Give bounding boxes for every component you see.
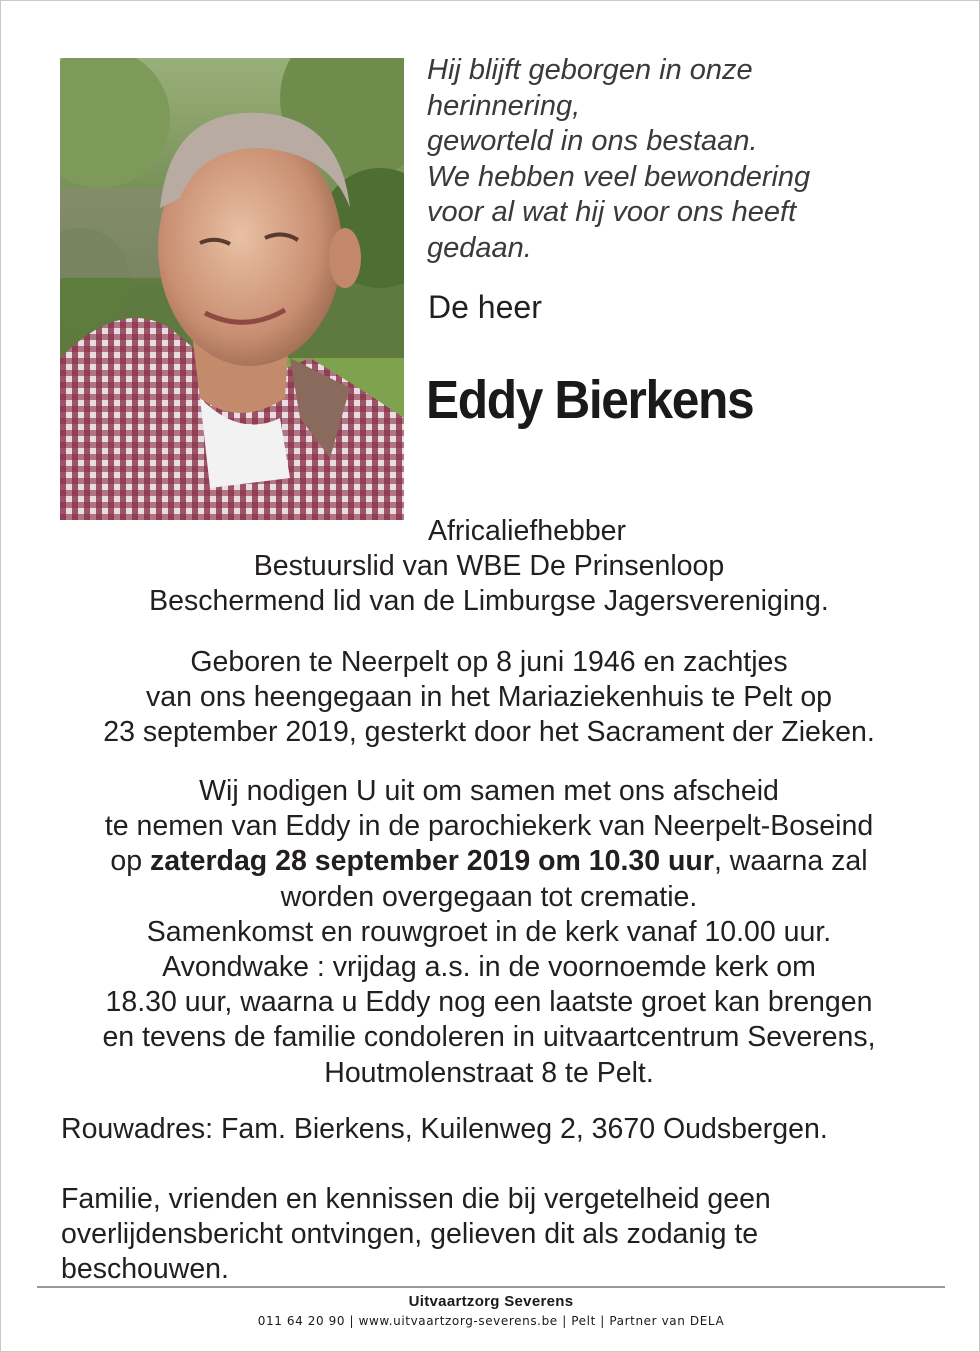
invitation-suffix: , waarna zal xyxy=(713,845,868,878)
notice-line: Familie, vrienden en kennissen die bij vergetelheid geen xyxy=(61,1183,771,1215)
invitation-line: Houtmolenstraat 8 te Pelt. xyxy=(324,1056,654,1089)
notice-line: beschouwen. xyxy=(61,1253,229,1286)
invitation-line: 18.30 uur, waarna u Eddy nog een laatste groet kan brengen xyxy=(105,986,873,1019)
deceased-titles xyxy=(31,514,947,620)
invitation-line: te nemen van Eddy in de parochiekerk van Neerpelt-Boseind xyxy=(104,810,874,843)
invitation-line: Wij nodigen U uit om samen met ons afscheid xyxy=(199,775,779,807)
birth-death-line: Geboren te Neerpelt op 8 juni 1946 en zachtjes xyxy=(190,646,788,678)
notice-text xyxy=(61,1182,941,1288)
poem-line: voor al wat hij voor ons heeft xyxy=(427,196,797,228)
deceased-name: Eddy Bierkens xyxy=(426,370,754,430)
invitation-line: Samenkomst en rouwgroet in de kerk vanaf 10.00 uur. xyxy=(146,915,832,948)
title-line: Beschermend lid van de Limburgse Jagersvereniging. xyxy=(149,585,829,618)
poem-line: We hebben veel bewondering xyxy=(427,160,811,193)
title-line: Africaliefhebber xyxy=(428,515,627,547)
address-line: Rouwadres: Fam. Bierkens, Kuilenweg 2, 3670 Oudsbergen. xyxy=(61,1113,828,1145)
poem-line: Hij blijft geborgen in onze xyxy=(427,54,753,86)
ceremony-date: zaterdag 28 september 2019 om 10.30 uur xyxy=(150,845,714,878)
invitation-prefix: op xyxy=(110,845,150,878)
birth-death-line: 23 september 2019, gesterkt door het Sacrament der Zieken. xyxy=(103,716,875,749)
poem-line: herinnering, xyxy=(427,89,581,122)
poem-line: gedaan. xyxy=(427,231,532,264)
honorific: De heer xyxy=(428,289,542,325)
funeral-company-contact: 011 64 20 90 | www.uitvaartzorg-severens.be | Pelt | Partner van DELA xyxy=(257,1314,725,1328)
funeral-invitation xyxy=(31,774,947,1091)
title-line: Bestuurslid van WBE De Prinsenloop xyxy=(253,550,725,583)
poem-line: geworteld in ons bestaan. xyxy=(427,125,758,157)
footer-divider xyxy=(37,1286,945,1288)
invitation-line: en tevens de familie condoleren in uitvaartcentrum Severens, xyxy=(102,1021,876,1054)
funeral-company-name: Uitvaartzorg Severens xyxy=(408,1293,574,1310)
notice-line: overlijdensbericht ontvingen, gelieven dit als zodanig te xyxy=(61,1218,759,1251)
memorial-poem xyxy=(427,53,947,266)
invitation-line: worden overgegaan tot crematie. xyxy=(280,880,698,913)
birth-death-line: van ons heengegaan in het Mariaziekenhuis te Pelt op xyxy=(145,681,833,714)
portrait-photo xyxy=(60,58,404,520)
invitation-line: Avondwake : vrijdag a.s. in de voornoemde kerk om xyxy=(162,951,816,984)
birth-death-info xyxy=(31,645,947,751)
mourning-address xyxy=(61,1112,941,1147)
invitation-line-date xyxy=(31,844,947,879)
